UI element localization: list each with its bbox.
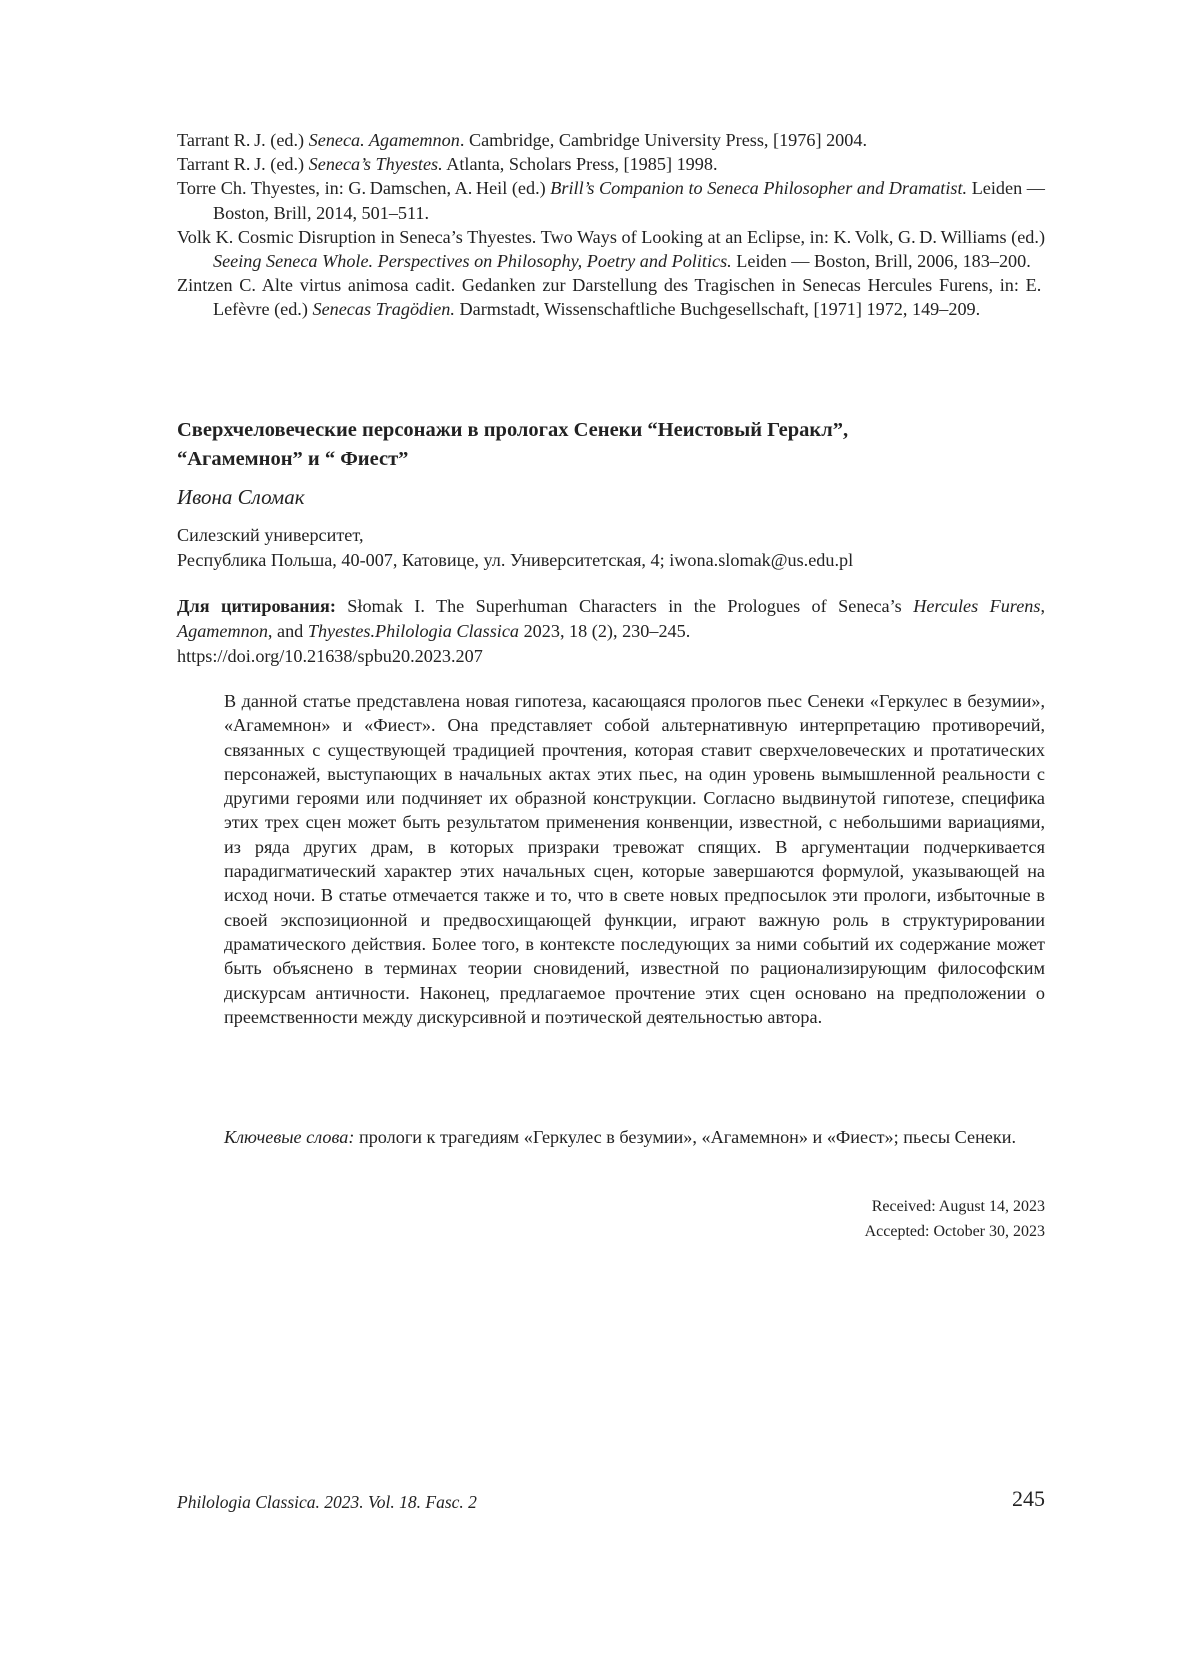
author-name: Ивона Сломак xyxy=(177,485,305,509)
affiliation xyxy=(177,523,853,573)
abstract-text: В данной статье представлена новая гипотеза, касающаяся прологов пьес Сенеки «Геркулес в безумии», «Агамемнон» и «Фиест». Она представляет собой альтернативную интерпретацию противоречий, связанных с существующей традицией прочтения, которая ставит сверхчеловеческих и протатических персонажей, выступающих в начальных актах этих пьес, на один уровень вымышленной реальности с другими героями или подчиняет их образной конструкции. Согласно выдвинутой гипотезе, специфика этих трех сцен может быть результатом применения конвенции, известной, с небольшими вариациями, из ряда других драм, в которых призраки тревожат спящих. В аргументации подчеркивается парадигматический характер этих начальных сцен, которые завершаются формулой, указывающей на исход ночи. В статье отмечается также и то, что в свете новых предпосылок эти прологи, избыточные в своей экспозиционной и предвосхищающей функции, играют важную роль в структурировании драматического действия. Более того, в контексте последующих за ними событий их содержание может быть объяснено в терминах теории сновидений, известной по рационализирующим философским дискурсам античности. Наконец, предлагаемое прочтение этих сцен основано на предположении о преемственности между дискурсивной и поэтической деятельностью автора. xyxy=(224,691,1045,1027)
received-date: Received: August 14, 2023 xyxy=(871,1198,1045,1215)
reference-item: Torre Ch. Thyestes, in: G. Damschen, A. Heil (ed.) Brill’s Companion to Seneca Philosopher and Dramatist. Leiden — Boston, Brill, 2014, 501–511. xyxy=(177,178,1045,223)
reference-item: Zintzen C. Alte virtus animosa cadit. Gedanken zur Darstellung des Tragischen in Senecas Hercules Furens, in: E. Lefèvre (ed.) Senecas Tragödien. Darmstadt, Wissenschaftliche Buchgesellschaft, [1971] 1972, 149–209. xyxy=(177,275,1045,320)
citation-block: Для цитирования: Słomak I. The Superhuman Characters in the Prologues of Seneca’s Hercules Furens, Agamemnon, and Thyestes.Philologia Classica 2023, 18 (2), 230–245. https://doi.org/10.21638/spbu20.2023.207 xyxy=(177,594,1045,669)
references-list xyxy=(177,128,1045,322)
keywords-text: прологи к трагедиям «Геркулес в безумии», «Агамемнон» и «Фиест»; пьесы Сенеки. xyxy=(354,1127,1016,1147)
keywords-label: Ключевые слова: xyxy=(224,1127,355,1147)
affiliation-line: Республика Польша, 40-007, Катовице, ул. Университетская, 4; iwona.slomak@us.edu.pl xyxy=(177,550,854,570)
citation-label: Для цитирования: xyxy=(177,596,336,616)
footer-journal: Philologia Classica. 2023. Vol. 18. Fasc. 2 xyxy=(177,1492,477,1512)
affiliation-line: Силезский университет, xyxy=(177,525,364,545)
reference-item: Tarrant R. J. (ed.) Seneca’s Thyestes. Atlanta, Scholars Press, [1985] 1998. xyxy=(177,154,718,175)
dates-block xyxy=(865,1195,1045,1244)
page-number: 245 xyxy=(1012,1486,1045,1511)
accepted-date: Accepted: October 30, 2023 xyxy=(864,1222,1045,1240)
doi-link[interactable]: https://doi.org/10.21638/spbu20.2023.207 xyxy=(177,646,483,666)
article-title-line: Сверхчеловеческие персонажи в прологах Сенеки “Неистовый Геракл”, xyxy=(177,419,849,441)
reference-item: Volk K. Cosmic Disruption in Seneca’s Thyestes. Two Ways of Looking at an Eclipse, in: K. Volk, G. D. Williams (ed.) Seeing Seneca Whole. Perspectives on Philosophy, Poetry and Politics. Leiden — Boston, Brill, 2006, 183–200. xyxy=(177,226,1045,272)
reference-item: Tarrant R. J. (ed.) Seneca. Agamemnon. Cambridge, Cambridge University Press, [1976] 2004. xyxy=(177,130,867,150)
article-title-line: “Агамемнон” и “ Фиест” xyxy=(177,448,409,470)
keywords xyxy=(224,1125,1045,1149)
article-title xyxy=(177,416,1045,474)
